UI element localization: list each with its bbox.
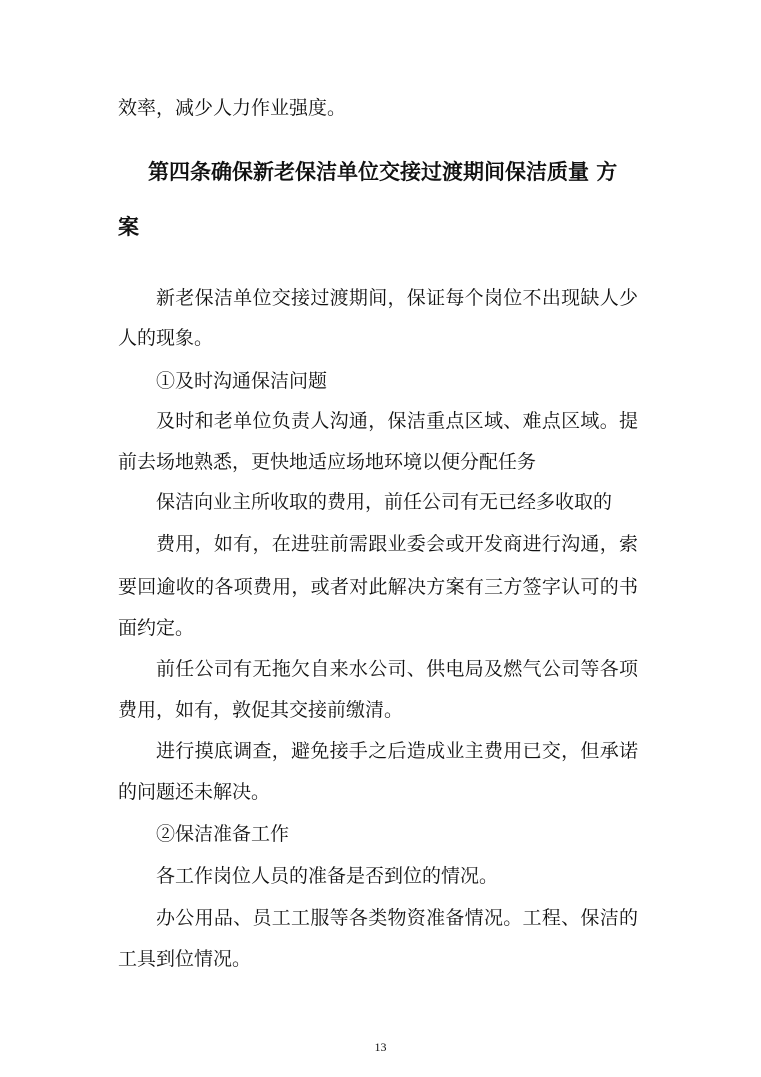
paragraph-line: 各工作岗位人员的准备是否到位的情况。 — [156, 865, 499, 887]
subsection-heading: ①及时沟通保洁问题 — [156, 370, 328, 392]
paragraph-line: 人的现象。 — [118, 327, 214, 349]
paragraph-line: 前去场地熟悉，更快地适应场地环境以便分配任务 — [118, 451, 537, 473]
page-number: 13 — [374, 1040, 387, 1054]
paragraph-line: 前任公司有无拖欠自来水公司、供电局及燃气公司等各项 — [156, 658, 638, 680]
subsection-heading: ②保洁准备工作 — [156, 823, 290, 845]
paragraph-line: 的问题还未解决。 — [118, 781, 271, 803]
section-heading-line-2: 案 — [118, 215, 139, 239]
paragraph-line: 费用，如有，在进驻前需跟业委会或开发商进行沟通，索 — [156, 533, 638, 555]
paragraph-line: 工具到位情况。 — [118, 948, 252, 970]
paragraph-line: 面约定。 — [118, 617, 195, 639]
paragraph-line: 办公用品、员工工服等各类物资准备情况。工程、保洁的 — [156, 907, 638, 929]
paragraph-line: 费用，如有，敦促其交接前缴清。 — [118, 699, 404, 721]
paragraph-line: 新老保洁单位交接过渡期间，保证每个岗位不出现缺人少 — [156, 287, 638, 309]
section-heading-line-1: 第四条确保新老保洁单位交接过渡期间保洁质量 方 — [148, 160, 618, 184]
paragraph-line: 要回逾收的各项费用，或者对此解决方案有三方签字认可的书 — [118, 576, 638, 598]
paragraph-line: 及时和老单位负责人沟通，保洁重点区域、难点区域。提 — [156, 410, 638, 432]
paragraph-line: 进行摸底调查，避免接手之后造成业主费用已交，但承诺 — [156, 740, 638, 762]
paragraph-line: 保洁向业主所收取的费用，前任公司有无已经多收取的 — [156, 491, 613, 513]
paragraph-line: 效率，减少人力作业强度。 — [118, 97, 347, 119]
